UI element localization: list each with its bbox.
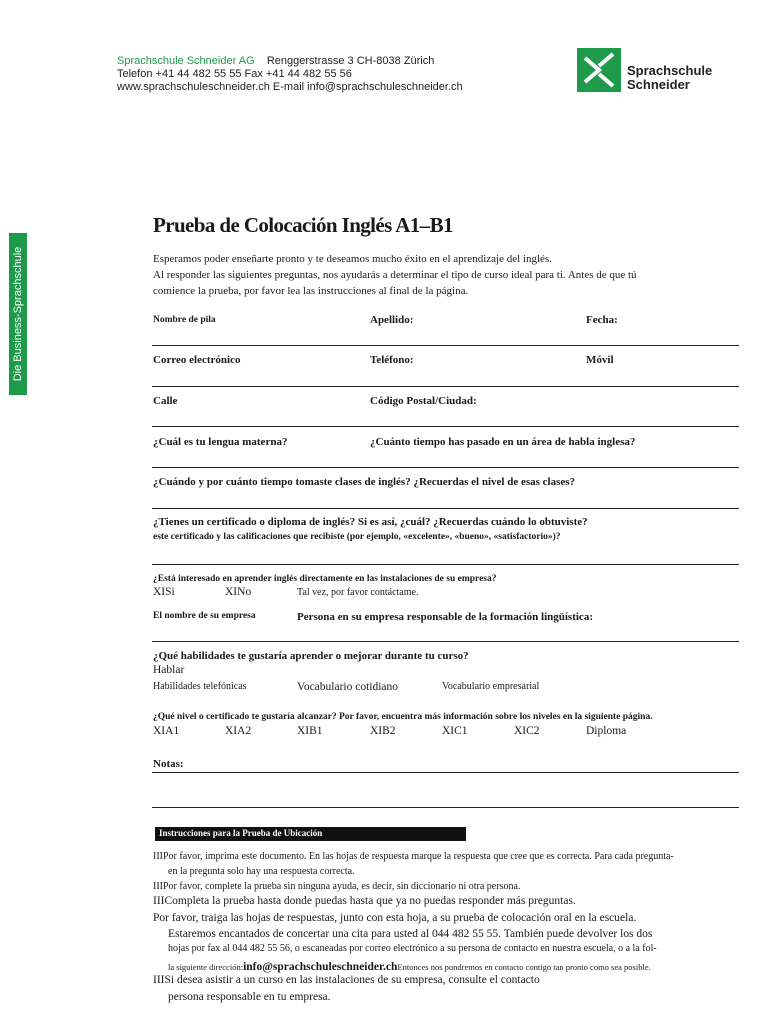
instruction-1: IIIPor favor, imprima este documento. En las hojas de respuesta marque la respuesta que cree que es correcta. Para cada pregunta- [153, 851, 674, 862]
skill-vocab-business-option[interactable]: Vocabulario empresarial [442, 681, 540, 692]
in-company-maybe-option[interactable]: Tal vez, por favor contáctame. [297, 587, 419, 598]
level-question: ¿Qué nivel o certificado te gustaría alcanzar? Por favor, encuentra más información sobre los niveles en la siguiente página. [153, 712, 653, 722]
level-option-b1[interactable]: XIB1 [297, 725, 323, 737]
phone-label: Teléfono: [370, 354, 414, 366]
in-company-label: ¿Está interesado en aprender inglés directamente en las instalaciones de su empresa? [153, 574, 497, 584]
time-abroad-label: ¿Cuánto tiempo has pasado en un área de habla inglesa? [370, 436, 636, 448]
logo-line-1: Sprachschule [627, 63, 713, 78]
instruction-7-prefix: la siguiente dirección: [168, 962, 244, 972]
instruction-9: persona responsable en tu empresa. [168, 991, 331, 1003]
certificate-field[interactable] [152, 564, 739, 565]
level-option-a2[interactable]: XIA2 [225, 725, 252, 737]
instructions-heading: Instrucciones para la Prueba de Ubicación [159, 828, 323, 838]
company-name-label: El nombre de su empresa [153, 611, 256, 621]
instruction-8: IIISi desea asistir a un curso en las instalaciones de su empresa, consulte el contacto [153, 974, 540, 986]
mobile-label: Móvil [586, 354, 614, 366]
side-tab [9, 233, 27, 395]
intro-line-2: Al responder las siguientes preguntas, nos ayudarás a determinar el tipo de curso ideal para ti. Antes de que tú [153, 269, 637, 281]
instruction-3: IIICompleta la prueba hasta donde puedas hasta que ya no puedas responder más preguntas. [153, 895, 576, 907]
street-label: Calle [153, 395, 178, 407]
notes-field-line-1[interactable] [152, 772, 739, 773]
company-phone: Telefon +41 44 482 55 55 Fax +41 44 482 55 56 [117, 68, 352, 80]
last-name-label: Apellido: [370, 314, 414, 326]
in-company-no-option[interactable]: XINo [225, 586, 252, 598]
first-name-field[interactable] [152, 345, 739, 346]
level-option-a1[interactable]: XIA1 [153, 725, 180, 737]
mother-tongue-field[interactable] [152, 467, 739, 468]
intro-line-3: comience la prueba, por favor lea las instrucciones al final de la página. [153, 285, 469, 297]
instructions-heading-bar [155, 827, 466, 841]
level-option-diploma[interactable]: Diploma [586, 725, 627, 737]
first-name-label: Nombre de pila [153, 315, 216, 325]
logo-line-2: Schneider [627, 77, 690, 92]
school-logo-icon [577, 48, 621, 92]
date-label: Fecha: [586, 314, 618, 326]
certificate-sub-label: este certificado y las calificaciones que recibiste (por ejemplo, «excelente», «bueno», «satisfactorio»)? [153, 532, 561, 542]
email-label: Correo electrónico [153, 354, 241, 366]
past-classes-field[interactable] [152, 508, 739, 509]
level-option-b2[interactable]: XIB2 [370, 725, 396, 737]
street-field[interactable] [152, 426, 739, 427]
level-option-c2[interactable]: XIC2 [514, 725, 540, 737]
certificate-label: ¿Tienes un certificado o diploma de inglés? Si es así, ¿cuál? ¿Recuerdas cuándo lo obtuviste? [153, 516, 588, 528]
company-name: Sprachschule Schneider AG [117, 55, 255, 67]
past-classes-label: ¿Cuándo y por cuánto tiempo tomaste clases de inglés? ¿Recuerdas el nivel de esas clases? [153, 476, 576, 488]
notes-field-line-2[interactable] [152, 807, 739, 808]
company-street: Renggerstrasse 3 CH-8038 Zürich [266, 55, 435, 67]
instruction-2: IIIPor favor, complete la prueba sin ninguna ayuda, es decir, sin diccionario ni otra persona. [153, 881, 521, 892]
page-title: Prueba de Colocación Inglés A1–B1 [153, 213, 453, 237]
notes-label: Notas: [153, 758, 184, 770]
instruction-1b: en la pregunta solo hay una respuesta correcta. [168, 866, 355, 877]
instruction-5: Estaremos encantados de concertar una cita para usted al 044 482 55 55. También puede devolver los dos [168, 928, 653, 940]
skill-phone-option[interactable]: Habilidades telefónicas [153, 681, 247, 692]
logo-wordmark [627, 64, 712, 92]
company-web: www.sprachschuleschneider.ch E-mail info@sprachschuleschneider.ch [117, 81, 463, 93]
skills-question: ¿Qué habilidades te gustaría aprender o mejorar durante tu curso? [153, 650, 469, 662]
skill-speaking-option[interactable]: Hablar [153, 664, 185, 676]
mother-tongue-label: ¿Cuál es tu lengua materna? [153, 436, 288, 448]
email-field[interactable] [152, 386, 739, 387]
company-name-field[interactable] [152, 641, 739, 642]
in-company-yes-option[interactable]: XISi [153, 586, 175, 598]
instruction-6: hojas por fax al 044 482 55 56, o escaneadas por correo electrónico a su persona de contacto en nuestra escuela, o a la fol- [168, 943, 657, 954]
instruction-4: Por favor, traiga las hojas de respuestas, junto con esta hoja, a su prueba de colocación oral en la escuela. [153, 912, 637, 924]
side-tab-label: Die Business-Sprachschule [12, 246, 24, 382]
skill-vocab-daily-option[interactable]: Vocabulario cotidiano [297, 681, 399, 693]
instruction-email-link[interactable]: info@sprachschuleschneider.ch [243, 961, 398, 973]
company-contact-label: Persona en su empresa responsable de la formación lingüística: [297, 611, 593, 623]
intro-line-1: Esperamos poder enseñarte pronto y te deseamos mucho éxito en el aprendizaje del inglés. [153, 253, 552, 265]
instruction-7-suffix: Entonces nos pondremos en contacto contigo tan pronto como sea posible. [397, 962, 651, 972]
company-address-line [117, 54, 434, 68]
level-option-c1[interactable]: XIC1 [442, 725, 468, 737]
postal-city-label: Código Postal/Ciudad: [370, 395, 477, 407]
